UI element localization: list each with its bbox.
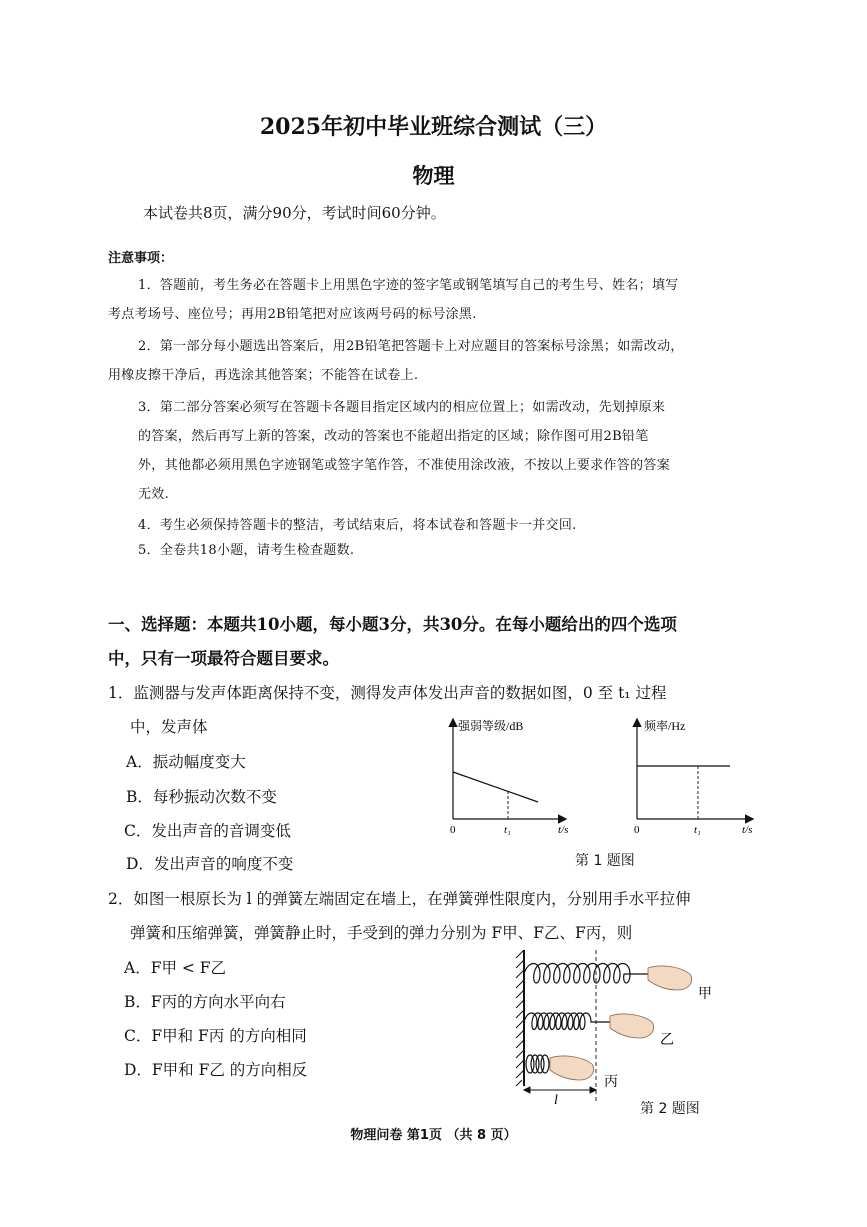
notice-line: 3．第二部分答案必须写在答题卡各题目指定区域内的相应位置上；如需改动，先划掉原来 — [138, 400, 666, 415]
subject-title: 物理 — [412, 163, 455, 188]
notice-line: 考点考场号、座位号；再用2B铅笔把对应该两号码的标号涂黑. — [108, 307, 477, 322]
q1-right-chart — [634, 718, 752, 836]
q1-option-b: B．每秒振动次数不变 — [126, 788, 277, 806]
notice-line: 5．全卷共18小题，请考生检查题数. — [138, 543, 355, 558]
q2-figure-caption: 第 2 题图 — [640, 1101, 700, 1117]
q1-figure — [440, 712, 770, 842]
wall — [516, 950, 524, 1086]
left-origin: 0 — [450, 824, 456, 836]
q2-option-c: C．F甲和 F丙 的方向相同 — [124, 1027, 307, 1045]
q1-option-a: A．振动幅度变大 — [126, 753, 246, 771]
notice-line: 4．考生必须保持答题卡的整洁，考试结束后，将本试卷和答题卡一并交回. — [138, 518, 577, 533]
section-line-2: 中，只有一项最符合题目要求。 — [108, 649, 339, 668]
notice-heading: 注意事项： — [108, 251, 174, 266]
label-yi: 乙 — [660, 1033, 674, 1048]
notice-line: 无效. — [138, 487, 170, 502]
label-bing: 丙 — [604, 1075, 618, 1090]
notice-line: 用橡皮擦干净后，再选涂其他答案；不能答在试卷上. — [108, 368, 419, 383]
q1-left-chart — [450, 719, 568, 836]
left-ylabel: 强弱等级/dB — [458, 719, 524, 733]
label-l: l — [554, 1093, 558, 1106]
q1-figure-caption: 第 1 题图 — [575, 853, 635, 869]
spring-jia — [524, 964, 650, 984]
right-t1: t₁ — [694, 824, 701, 836]
right-ylabel: 频率/Hz — [644, 719, 686, 733]
page-footer: 物理问卷 第1页 （共 8 页） — [350, 1128, 517, 1143]
exam-title: 2025年初中毕业班综合测试（三） — [259, 114, 608, 140]
notice-item-1 — [138, 271, 758, 300]
right-xlabel: t/s — [742, 824, 753, 836]
q2-option-a: A．F甲 < F乙 — [124, 959, 227, 977]
q1-stem-line-2: 中，发声体 — [130, 718, 208, 736]
q1-option-c: C．发出声音的音调变低 — [124, 822, 291, 840]
right-origin: 0 — [634, 824, 640, 836]
q2-option-b: B．F丙的方向水平向右 — [124, 993, 286, 1011]
hand-yi — [610, 1014, 654, 1038]
label-jia: 甲 — [698, 987, 712, 1002]
notice-line: 的答案，然后再写上新的答案，改动的答案也不能超出指定的区域；除作图可用2B铅笔 — [138, 429, 649, 444]
section-heading — [108, 608, 758, 676]
spring-yi — [524, 1013, 610, 1030]
q2-figure — [510, 946, 740, 1106]
notice-line: 1．答题前，考生务必在答题卡上用黑色字迹的签字笔或钢笔填写自己的考生号、姓名；填写 — [138, 278, 679, 293]
q2-stem — [108, 882, 758, 950]
left-t1: t₁ — [504, 824, 511, 836]
notice-item-2-cont — [108, 361, 758, 390]
hand-bing — [550, 1056, 594, 1080]
section-line-1: 一、选择题：本题共10小题，每小题3分，共30分。在每小题给出的四个选项 — [108, 615, 677, 634]
notice-line: 2．第一部分每小题选出答案后，用2B铅笔把答题卡上对应题目的答案标号涂黑；如需改动， — [138, 339, 684, 354]
notice-item-1-cont — [108, 300, 758, 329]
notice-line: 外，其他都必须用黑色字迹钢笔或签字笔作答，不准使用涂改液，不按以上要求作答的答案 — [138, 458, 671, 473]
spring-bing — [526, 1055, 549, 1073]
decreasing-line — [453, 772, 538, 802]
exam-intro: 本试卷共8页，满分90分，考试时间60分钟。 — [143, 204, 446, 222]
left-xlabel: t/s — [558, 824, 569, 836]
q1-option-d: D．发出声音的响度不变 — [126, 855, 294, 873]
length-l-marker — [524, 1087, 596, 1093]
notice-item-2 — [138, 332, 758, 361]
q2-option-d: D．F甲和 F乙 的方向相反 — [124, 1061, 308, 1079]
notice-item-3 — [138, 393, 758, 509]
q1-stem-line-1: 1．监测器与发声体距离保持不变，测得发声体发出声音的数据如图，0 至 t₁ 过程 — [108, 684, 667, 702]
notice-item-5 — [138, 536, 758, 565]
hand-jia — [648, 966, 692, 990]
q2-stem-line-2: 弹簧和压缩弹簧，弹簧静止时，手受到的弹力分别为 F甲、F乙、F丙，则 — [130, 924, 633, 942]
q2-stem-line-1: 2．如图一根原长为 l 的弹簧左端固定在墙上，在弹簧弹性限度内，分别用手水平拉伸 — [108, 890, 691, 908]
